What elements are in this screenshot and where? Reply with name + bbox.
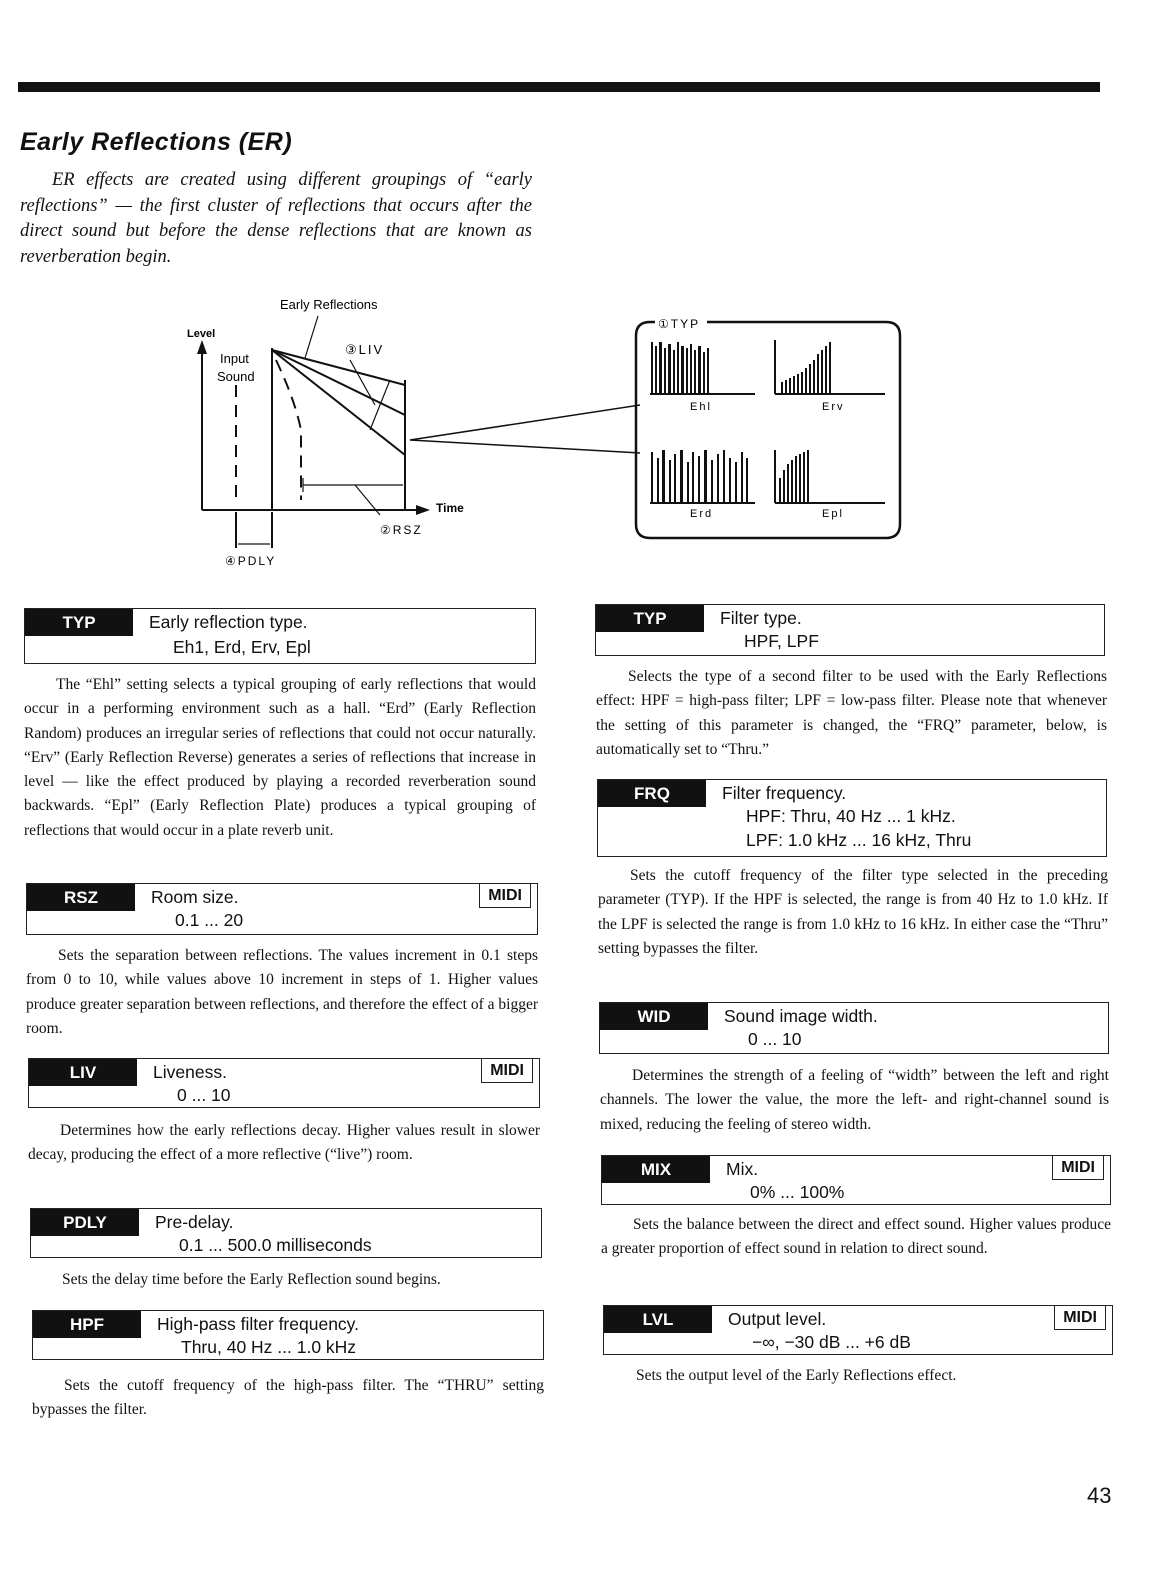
page-title: Early Reflections (ER) [20,128,293,156]
paragraph-typ: The “Ehl” setting selects a typical grouping of early reflections that would occur in a performing environment such as a hall. “Erd” (Early Reflection Random) produces an irregular series of reflections that could not occur naturally. “Erv” (Early Reflection Reverse) generates a series of reflections that increase in level — like the effect produced by playing a recorded reverberation sound backwards. “Epl” (Early Reflection Plate) produces a typical grouping of reflections that would occur in a plate reverb unit. [24,676,536,839]
param-tag-hpf: HPF [33,1311,141,1338]
ehl-label: Ehl [690,401,712,413]
param-box-rsz [26,883,538,935]
time-label: Time [436,501,464,515]
param-tag-wid: WID [600,1003,708,1030]
paragraph-frq: Sets the cutoff frequency of the filter type selected in the preceding parameter (TYP). If the HPF is selected, the range is from 40 Hz to 1.0 kHz. If the LPF is selected the range is from 1.0 kHz to 16 kHz. In either case the “Thru” setting bypasses the filter. [598,867,1108,957]
param-tag-pdly: PDLY [31,1209,139,1236]
pdly-label: ④PDLY [225,554,277,568]
typ-diagram-label: ①TYP [658,317,701,331]
param-tag-lvl: LVL [604,1306,712,1333]
param-box-hpf [32,1310,544,1360]
paragraph-lvl: Sets the output level of the Early Reflections effect. [636,1367,957,1384]
paragraph-mix: Sets the balance between the direct and effect sound. Higher values produce a greater proportion of effect sound in relation to direct sound. [601,1216,1111,1258]
param-range-pdly: 0.1 ... 500.0 milliseconds [179,1235,372,1255]
paragraph-wid: Determines the strength of a feeling of “width” between the left and right channels. The lower the value, the more the left- and right-channel sound is mixed, reducing the feeling of stereo width. [600,1067,1109,1133]
param-desc-rsz: Room size. [151,887,239,907]
sound-label: Sound [217,369,255,384]
param-tag-mix: MIX [602,1156,710,1183]
param-box-mix [601,1155,1111,1205]
level-label: Level [187,328,216,340]
param-range-filter-typ: HPF, LPF [744,631,819,651]
param-desc-pdly: Pre-delay. [155,1212,234,1232]
param-desc-typ: Early reflection type. [149,612,308,632]
param-desc-filter-typ: Filter type. [720,608,802,628]
paragraph-liv: Determines how the early reflections decay. Higher values result in slower decay, producing the effect of a more reflective (“live”) room. [28,1122,540,1164]
param-range-frq-lpf: LPF: 1.0 kHz ... 16 kHz, Thru [746,830,972,850]
param-range-liv: 0 ... 10 [177,1085,231,1105]
param-box-pdly [30,1208,542,1258]
param-desc-liv: Liveness. [153,1062,227,1082]
param-desc-mix: Mix. [726,1159,759,1179]
param-desc-lvl: Output level. [728,1309,827,1329]
param-range-wid: 0 ... 10 [748,1029,802,1049]
rsz-label: ②RSZ [380,523,423,537]
paragraph-filter-typ: Selects the type of a second filter to be used with the Early Reflections effect: HPF = high-pass filter; LPF = low-pass filter. Please note that whenever the setting of this parameter is changed, the “FRQ” parameter, below, is automatically set to “Thru.” [596,668,1107,758]
param-box-frq [597,779,1107,857]
input-label: Input [220,351,249,366]
param-box-filter-typ [595,604,1105,656]
param-tag-frq: FRQ [598,780,706,807]
midi-badge-mix: MIDI [1052,1155,1104,1180]
param-tag-typ: TYP [25,609,133,636]
erv-label: Erv [822,401,845,413]
midi-badge-liv: MIDI [481,1058,533,1083]
paragraph-pdly: Sets the delay time before the Early Reflection sound begins. [62,1271,441,1288]
param-box-wid [599,1002,1109,1054]
header-rule [18,82,1100,92]
early-reflections-diagram [0,290,1167,580]
param-range-typ: Eh1, Erd, Erv, Epl [173,637,311,657]
page-number: 43 [1087,1483,1112,1508]
early-reflections-label: Early Reflections [280,297,378,312]
param-range-hpf: Thru, 40 Hz ... 1.0 kHz [181,1337,357,1357]
intro-paragraph: ER effects are created using different groupings of “early reflections” — the first cluster of reflections that occurs after the direct sound but before the dense reflections that are known as reverberation begin. [20,170,532,267]
param-range-lvl: −∞, −30 dB ... +6 dB [752,1332,911,1352]
param-tag-filter-typ: TYP [596,605,704,632]
epl-label: Epl [822,508,844,520]
param-box-liv [28,1058,540,1108]
paragraph-hpf: Sets the cutoff frequency of the high-pass filter. The “THRU” setting bypasses the filter. [32,1377,544,1419]
param-range-mix: 0% ... 100% [750,1182,845,1202]
param-tag-liv: LIV [29,1059,137,1086]
param-desc-wid: Sound image width. [724,1006,878,1026]
paragraph-rsz: Sets the separation between reflections. The values increment in 0.1 steps from 0 to 10, while values above 10 increment in steps of 1. Higher values produce greater separation between reflections, and therefore the effect of a bigger room. [26,947,538,1037]
param-range-frq-hpf: HPF: Thru, 40 Hz ... 1 kHz. [746,806,956,826]
param-range-rsz: 0.1 ... 20 [175,910,244,930]
erd-label: Erd [690,508,714,520]
param-tag-rsz: RSZ [27,884,135,911]
midi-badge-lvl: MIDI [1054,1305,1106,1330]
midi-badge-rsz: MIDI [479,883,531,908]
param-box-typ [24,608,536,664]
liv-label: ③LIV [345,342,385,357]
param-desc-hpf: High-pass filter frequency. [157,1314,359,1334]
param-desc-frq: Filter frequency. [722,783,847,803]
param-box-lvl [603,1305,1113,1355]
